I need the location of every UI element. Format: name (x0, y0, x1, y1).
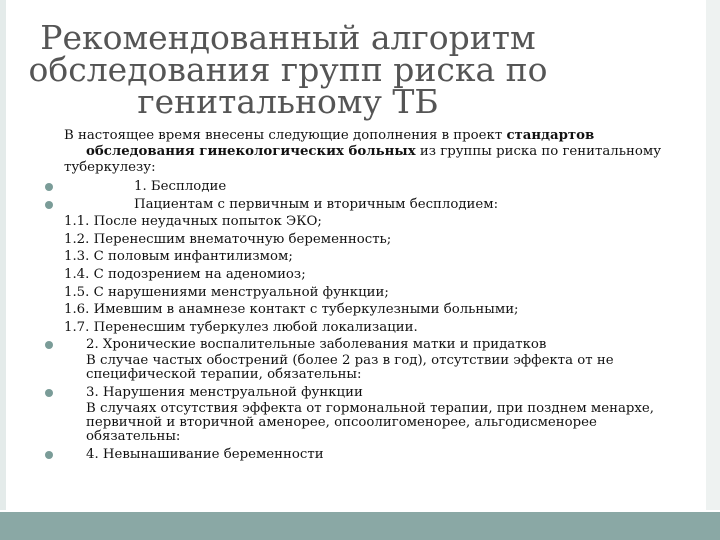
intro-paragraph (64, 128, 694, 176)
list-item-1-1: 1.1. После неудачных попыток ЭКО; (64, 214, 322, 230)
title-line-2: обследования групп риска по (28, 50, 548, 89)
intro-bold-b: обследования гинекологических больных (86, 144, 416, 159)
list-item-chronic-inflammation: 2. Хронические воспалительные заболевания матки и придатков (64, 336, 694, 354)
intro-text-b: из группы риска по генитальному туберкулезу: (64, 144, 662, 175)
list-item-chronic-note: В случае частых обострений (более 2 раз в год), отсутствии эффекта от не специфической терапии, обязательны: (86, 352, 614, 382)
title-line-3: генитальному ТБ (137, 82, 439, 121)
list-item-1-6: 1.6. Имевшим в анамнезе контакт с туберкулезными больными; (64, 302, 519, 318)
list-item-1-5: 1.5. С нарушениями менструальной функции; (64, 284, 389, 300)
list-item-infertility-patients: Пациентам с первичным и вторичным бесплодием: (64, 196, 694, 214)
list-item-1-2: 1.2. Перенесшим внематочную беременность; (64, 231, 392, 247)
criteria-list (64, 178, 694, 463)
list-item-infertility: 1. Бесплодие (64, 178, 694, 196)
list-item-menstrual-disorders: 3. Нарушения менструальной функции (64, 384, 694, 402)
slide-left-border (0, 0, 6, 510)
list-item-miscarriage: 4. Невынашивание беременности (64, 446, 694, 464)
slide-footer-bar (0, 512, 720, 540)
list-item-1-4: 1.4. С подозрением на аденомиоз; (64, 266, 306, 282)
list-item-1-3: 1.3. С половым инфантилизмом; (64, 249, 293, 265)
title-line-1: Рекомендованный алгоритм (40, 18, 536, 57)
list-item-1-7: 1.7. Перенесшим туберкулез любой локализации. (64, 319, 418, 335)
slide-title (8, 18, 568, 121)
slide-right-border (706, 0, 720, 510)
slide-body (64, 128, 694, 463)
list-item-menstrual-note: В случаях отсутствия эффекта от гормональной терапии, при позднем менархе, первичной и вторичной аменорее, опсоолигоменорее, альгодисменорее обязательны: (86, 400, 654, 444)
intro-text-a: В настоящее время внесены следующие дополнения в проект (64, 128, 507, 143)
intro-bold-a: стандартов (506, 128, 595, 143)
